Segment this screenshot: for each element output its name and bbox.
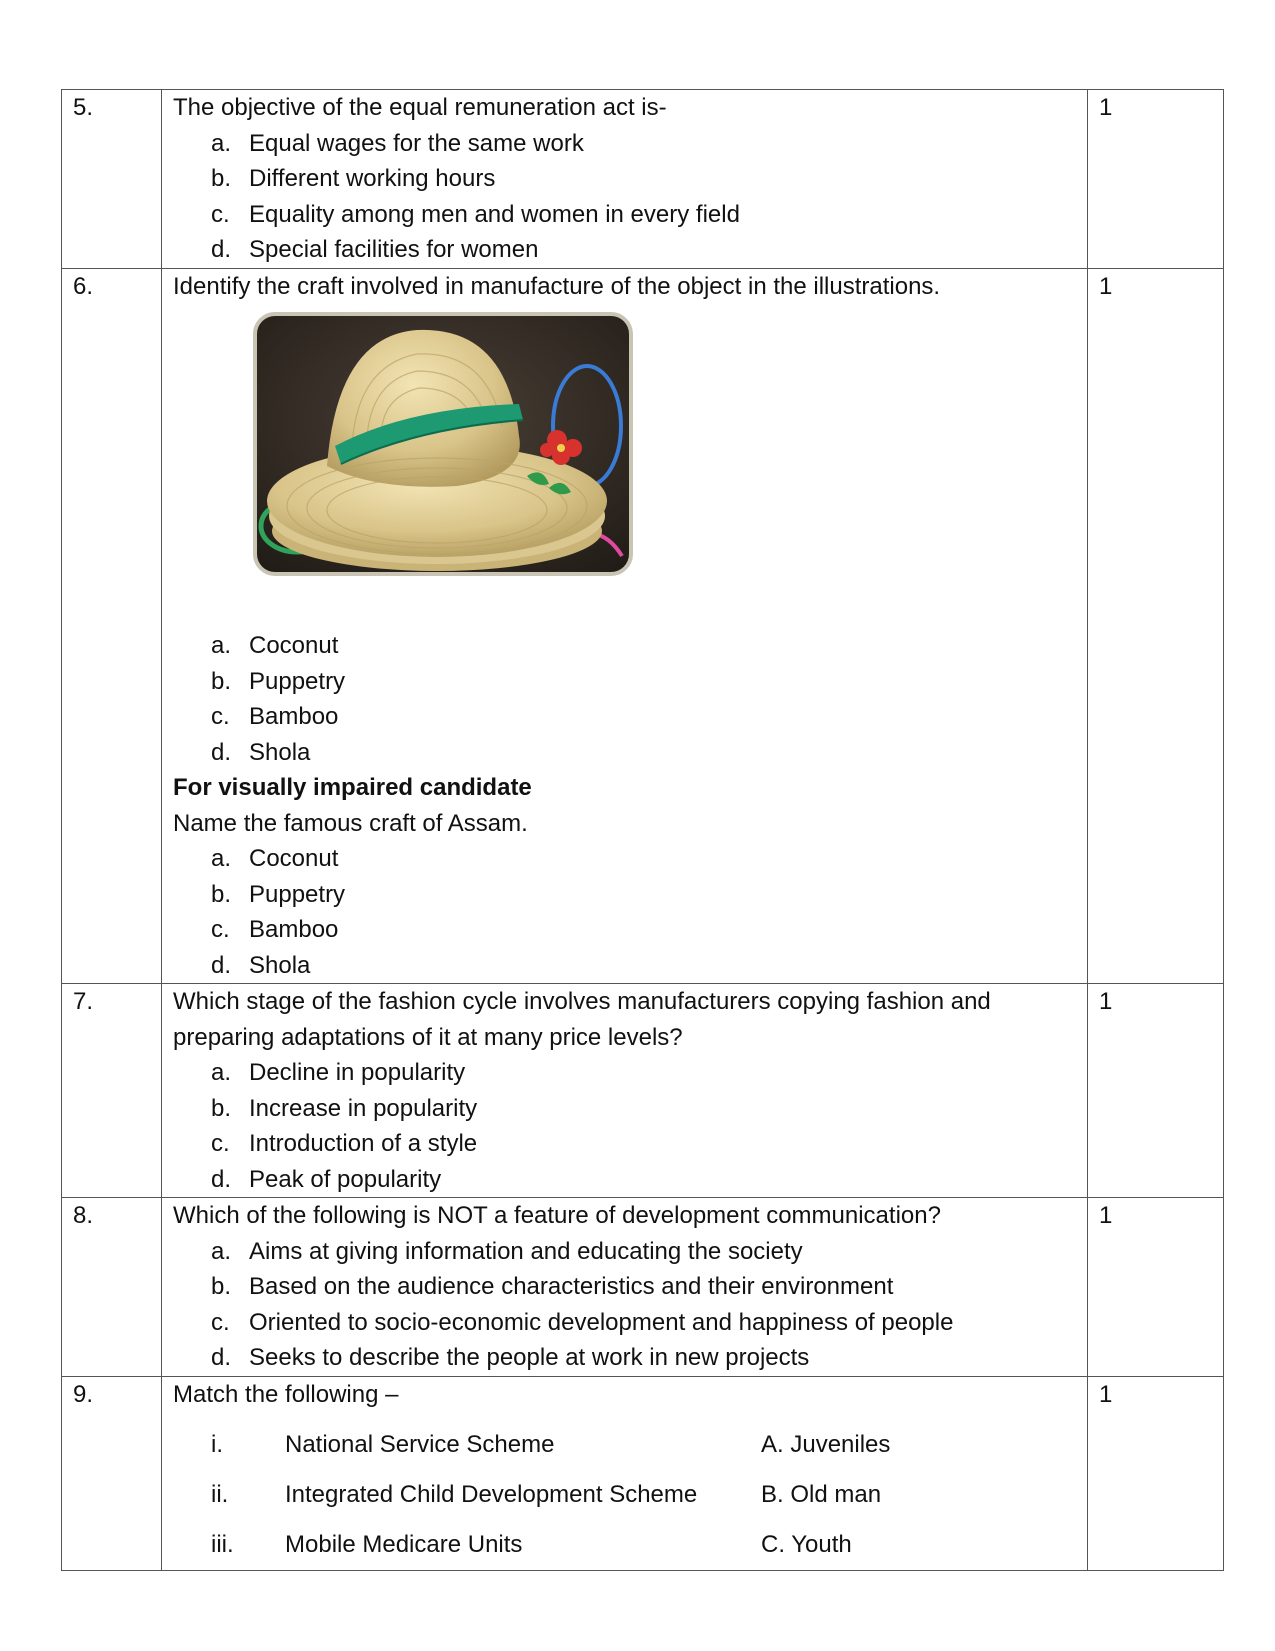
match-pair [173,1470,1083,1520]
option-text: Puppetry [249,667,346,695]
marks: 1 [1099,94,1113,121]
option [173,1234,1083,1270]
match-pair [173,1420,1083,1470]
option [173,664,1083,700]
option-text: Increase in popularity [249,1094,478,1122]
option-text: Coconut [249,632,339,659]
option [173,1340,1083,1376]
option [173,232,1083,268]
option [173,735,1083,771]
option [173,126,1083,162]
question-number: 8. [73,1202,94,1229]
option-text: Based on the audience characteristics and their environment [249,1273,894,1300]
marks: 1 [1099,1202,1113,1229]
question-row-9 [62,1376,1224,1571]
match-left: Integrated Child Development Scheme [285,1481,698,1508]
match-right: B. Old man [761,1481,882,1508]
option-letter: a. [211,129,232,157]
marks: 1 [1099,988,1113,1015]
option [173,1162,1083,1198]
straw-hat-image [257,316,629,572]
option-letter: a. [211,1237,232,1265]
option-letter: d. [211,738,232,766]
option-letter: a. [211,845,232,872]
option [173,1305,1083,1341]
option-letter: c. [211,703,230,730]
option-text: Introduction of a style [249,1130,478,1157]
option [173,948,1083,984]
option [173,841,1083,877]
question-number: 5. [73,94,94,121]
visually-impaired-question: Name the famous craft of Assam. [173,809,528,837]
option-text: Bamboo [249,916,339,943]
option-letter: b. [211,165,232,192]
option-letter: c. [211,1308,230,1336]
question-text: Which of the following is NOT a feature of development communication? [173,1202,941,1229]
option-letter: c. [211,1130,230,1157]
option [173,1126,1083,1162]
match-right: A. Juveniles [761,1431,891,1458]
option-letter: c. [211,916,230,943]
question-text: Identify the craft involved in manufacture of the object in the illustrations. [173,272,941,300]
option [173,1055,1083,1091]
option [173,699,1083,735]
question-row-6 [62,268,1224,984]
option-text: Decline in popularity [249,1059,466,1086]
visually-impaired-heading: For visually impaired candidate [173,774,532,801]
question-number: 9. [73,1380,94,1408]
option-text: Oriented to socio-economic development and happiness of people [249,1308,954,1336]
question-text: Match the following – [173,1380,399,1408]
question-number: 7. [73,988,94,1015]
option-text: Aims at giving information and educating the society [249,1237,803,1265]
option-letter: b. [211,1094,232,1122]
question-number: 6. [73,272,94,300]
option-letter: b. [211,667,232,695]
option-letter: d. [211,236,232,263]
option-letter: d. [211,1165,232,1193]
match-left: National Service Scheme [285,1431,555,1458]
option [173,912,1083,948]
option [173,628,1083,664]
match-roman: ii. [211,1481,229,1508]
question-text: The objective of the equal remuneration act is- [173,94,667,121]
match-right: C. Youth [761,1531,852,1558]
match-pair [173,1520,1083,1570]
option [173,1269,1083,1305]
marks: 1 [1099,1380,1113,1408]
question-text: preparing adaptations of it at many price levels? [173,1023,683,1051]
question-row-8 [62,1198,1224,1377]
option-text: Puppetry [249,880,346,908]
question-row-7 [62,984,1224,1198]
option [173,161,1083,197]
option-text: Different working hours [249,165,496,192]
marks: 1 [1099,272,1113,300]
option-letter: b. [211,1273,232,1300]
option-text: Equal wages for the same work [249,129,584,157]
option-letter: d. [211,951,232,979]
question-row-5 [62,90,1224,269]
option-letter: b. [211,880,232,908]
option-text: Coconut [249,845,339,872]
hat-illustration [253,312,633,576]
match-left: Mobile Medicare Units [285,1531,523,1558]
question-table [61,89,1224,1571]
option [173,197,1083,233]
option [173,1091,1083,1127]
match-roman: i. [211,1431,223,1458]
option-text: Peak of popularity [249,1165,442,1193]
question-text: Which stage of the fashion cycle involves manufacturers copying fashion and [173,988,991,1015]
option-text: Shola [249,951,311,979]
option-letter: d. [211,1344,232,1371]
option-text: Bamboo [249,703,339,730]
option-letter: a. [211,632,232,659]
option-text: Special facilities for women [249,236,539,263]
option-text: Equality among men and women in every field [249,200,740,228]
match-roman: iii. [211,1531,234,1558]
option-letter: a. [211,1059,232,1086]
option-text: Shola [249,738,311,766]
option [173,877,1083,913]
option-letter: c. [211,200,230,228]
option-text: Seeks to describe the people at work in new projects [249,1344,810,1371]
